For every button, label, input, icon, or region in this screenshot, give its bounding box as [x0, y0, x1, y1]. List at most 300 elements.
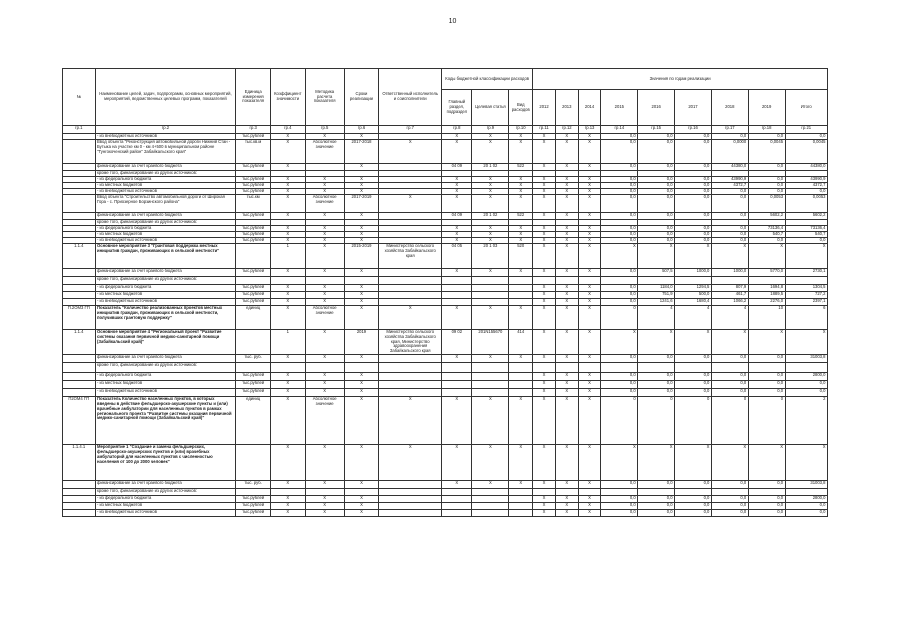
- header-kbk-type: Вид расходов: [509, 90, 533, 126]
- row-name: - из местных бюджетов: [95, 232, 236, 238]
- row-name: - из федерального бюджета: [95, 226, 236, 232]
- table-cell: 0,0: [748, 164, 785, 171]
- table-row: [63, 285, 828, 292]
- table-cell: Х: [442, 232, 472, 238]
- table-cell: 0,0: [601, 238, 638, 244]
- table-cell: Х: [555, 226, 578, 232]
- table-cell: Х: [555, 140, 578, 164]
- table-cell: [379, 164, 442, 171]
- row-number: [63, 277, 96, 285]
- table-cell: Х: [472, 269, 509, 277]
- table-cell: 0,0: [601, 232, 638, 238]
- table-cell: [379, 373, 442, 381]
- table-cell: Абсолютное значение: [305, 306, 344, 330]
- table-cell: тыс.рублей: [236, 285, 271, 292]
- table-cell: Х: [533, 445, 556, 481]
- table-cell: Х: [379, 140, 442, 164]
- table-row: [63, 292, 828, 299]
- table-cell: 31003,8: [785, 481, 827, 489]
- table-cell: 0,0: [748, 381, 785, 389]
- table-cell: 0,0: [748, 134, 785, 140]
- table-cell: 1294,5: [675, 285, 712, 292]
- row-name: Мероприятие 1 "Создание и замена фельдшерских, фельдшерско-акушерских пунктов и (или) врачебных амбулаторий для населенных пунктов с численностью населения от 100 до 2000 человек": [95, 445, 236, 481]
- table-cell: [601, 363, 638, 373]
- table-cell: Х: [638, 244, 675, 269]
- table-cell: Х: [555, 134, 578, 140]
- table-cell: Х: [509, 306, 533, 330]
- table-cell: Х: [379, 445, 442, 481]
- table-cell: [379, 503, 442, 510]
- table-row: [63, 140, 828, 164]
- table-cell: 0,0: [675, 238, 712, 244]
- table-cell: Х: [555, 232, 578, 238]
- table-cell: Х: [472, 140, 509, 164]
- table-cell: [472, 363, 509, 373]
- table-cell: 540,7: [785, 232, 827, 238]
- table-cell: 2800,0: [785, 373, 827, 381]
- table-cell: [675, 277, 712, 285]
- table-cell: Х: [638, 445, 675, 481]
- table-cell: 0,0: [748, 238, 785, 244]
- table-cell: 0,0: [748, 373, 785, 381]
- table-cell: [472, 292, 509, 299]
- table-cell: Х: [271, 503, 306, 510]
- table-cell: 0,0: [601, 134, 638, 140]
- table-cell: 5602,2: [748, 213, 785, 220]
- table-cell: Х: [555, 213, 578, 220]
- table-cell: единиц: [236, 306, 271, 330]
- table-cell: Х: [305, 445, 344, 481]
- table-cell: [442, 363, 472, 373]
- table-cell: 0,0: [711, 213, 748, 220]
- table-cell: [344, 277, 379, 285]
- table-cell: Х: [379, 397, 442, 445]
- table-cell: [442, 292, 472, 299]
- table-cell: 0,0045: [785, 140, 827, 164]
- header-values: Значения по годам реализации: [533, 69, 828, 90]
- table-cell: Х: [675, 330, 712, 355]
- table-cell: Х: [711, 330, 748, 355]
- table-cell: Х: [555, 510, 578, 517]
- table-cell: Х: [578, 195, 601, 213]
- table-cell: Х: [509, 226, 533, 232]
- table-cell: Х: [555, 481, 578, 489]
- table-cell: 0,0: [675, 183, 712, 189]
- table-row: [63, 489, 828, 496]
- table-cell: [472, 496, 509, 503]
- table-row: [63, 381, 828, 389]
- table-cell: Х: [785, 445, 827, 481]
- table-cell: Х: [442, 195, 472, 213]
- table-cell: Х: [578, 299, 601, 306]
- table-cell: [578, 489, 601, 496]
- table-cell: 0,0: [601, 355, 638, 363]
- table-cell: 09 02: [442, 330, 472, 355]
- table-cell: [379, 363, 442, 373]
- table-cell: Х: [344, 183, 379, 189]
- table-cell: 31003,8: [785, 355, 827, 363]
- column-number: гр.6: [344, 126, 379, 134]
- table-cell: Х: [344, 389, 379, 397]
- table-cell: 0,0: [601, 164, 638, 171]
- table-cell: Х: [344, 397, 379, 445]
- row-name: кроме того, финансирование из других источников:: [95, 363, 236, 373]
- table-cell: 0,0: [785, 389, 827, 397]
- table-cell: 0,0: [601, 503, 638, 510]
- table-cell: [271, 363, 306, 373]
- table-cell: [555, 363, 578, 373]
- row-number: [63, 503, 96, 510]
- table-cell: тыс. руб.: [236, 355, 271, 363]
- table-cell: Х: [271, 306, 306, 330]
- table-cell: 1680,4: [675, 299, 712, 306]
- table-cell: Х: [271, 373, 306, 381]
- table-cell: [379, 285, 442, 292]
- table-cell: [675, 489, 712, 496]
- table-cell: Х: [748, 445, 785, 481]
- table-cell: [472, 299, 509, 306]
- table-cell: Х: [305, 269, 344, 277]
- table-cell: 0,0: [601, 189, 638, 195]
- table-cell: 0,0000: [711, 140, 748, 164]
- table-cell: 43990,9: [711, 177, 748, 183]
- table-cell: единиц: [236, 397, 271, 445]
- table-cell: тыс.рублей: [236, 510, 271, 517]
- row-name: кроме того, финансирование из других источников:: [95, 171, 236, 177]
- table-cell: Х: [442, 183, 472, 189]
- table-cell: 0,0: [675, 195, 712, 213]
- table-cell: Х: [442, 306, 472, 330]
- table-cell: [785, 489, 827, 496]
- table-row: [63, 330, 828, 355]
- table-cell: тыс.рублей: [236, 183, 271, 189]
- table-cell: Х: [533, 330, 556, 355]
- table-cell: 0,0: [711, 389, 748, 397]
- table-cell: Х: [578, 232, 601, 238]
- row-name: - из внебюджетных источников: [95, 389, 236, 397]
- table-cell: 20 1 02: [472, 213, 509, 220]
- table-cell: 2015-2019: [344, 244, 379, 269]
- table-cell: Х: [533, 397, 556, 445]
- table-cell: Х: [533, 299, 556, 306]
- table-cell: 0,0: [601, 269, 638, 277]
- table-cell: Х: [533, 134, 556, 140]
- table-cell: 2019: [344, 330, 379, 355]
- table-cell: Х: [472, 355, 509, 363]
- table-cell: 0,0: [638, 177, 675, 183]
- table-cell: Х: [533, 177, 556, 183]
- table-cell: Х: [271, 164, 306, 171]
- table-cell: Х: [271, 481, 306, 489]
- table-cell: [638, 489, 675, 496]
- table-cell: 0,0: [675, 213, 712, 220]
- header-year: 2014: [578, 90, 601, 126]
- table-cell: [509, 363, 533, 373]
- table-cell: Х: [601, 330, 638, 355]
- table-cell: Х: [578, 189, 601, 195]
- table-cell: Х: [271, 177, 306, 183]
- table-cell: 0,0: [785, 134, 827, 140]
- table-cell: Х: [533, 481, 556, 489]
- table-cell: Х: [472, 195, 509, 213]
- table-cell: 0,0: [638, 503, 675, 510]
- table-cell: [236, 330, 271, 355]
- row-number: [63, 363, 96, 373]
- table-cell: Х: [578, 503, 601, 510]
- table-cell: 0,0: [638, 481, 675, 489]
- table-cell: 2276,0: [748, 299, 785, 306]
- table-cell: Х: [344, 306, 379, 330]
- table-cell: тыс.рублей: [236, 496, 271, 503]
- table-cell: [638, 363, 675, 373]
- row-number: П.2ОМ3 ГП: [63, 306, 96, 330]
- table-cell: [236, 445, 271, 481]
- table-cell: Х: [748, 330, 785, 355]
- table-cell: тыс.рублей: [236, 503, 271, 510]
- table-cell: [509, 389, 533, 397]
- table-cell: 522: [509, 164, 533, 171]
- table-cell: Х: [785, 244, 827, 269]
- table-cell: Х: [555, 299, 578, 306]
- table-row: [63, 445, 828, 481]
- row-name: - из федерального бюджета: [95, 496, 236, 503]
- table-cell: 751,9: [638, 292, 675, 299]
- table-cell: Х: [271, 226, 306, 232]
- table-cell: Х: [578, 269, 601, 277]
- table-row: [63, 269, 828, 277]
- table-cell: [379, 269, 442, 277]
- table-cell: Х: [555, 355, 578, 363]
- row-name: - из местных бюджетов: [95, 292, 236, 299]
- table-cell: [509, 381, 533, 389]
- table-cell: [533, 489, 556, 496]
- table-cell: 0,0: [638, 140, 675, 164]
- table-cell: Х: [533, 189, 556, 195]
- table-cell: Х: [555, 177, 578, 183]
- table-cell: Х: [578, 244, 601, 269]
- table-cell: [472, 285, 509, 292]
- table-cell: 0,0: [711, 134, 748, 140]
- table-cell: Х: [555, 306, 578, 330]
- table-cell: [472, 503, 509, 510]
- table-cell: [785, 277, 827, 285]
- column-number: гр.2: [95, 126, 236, 134]
- table-cell: Х: [578, 164, 601, 171]
- table-cell: Х: [533, 389, 556, 397]
- table-cell: Х: [305, 496, 344, 503]
- table-cell: 4: [638, 306, 675, 330]
- table-cell: [555, 277, 578, 285]
- table-cell: 2017-2018: [344, 140, 379, 164]
- table-row: [63, 213, 828, 220]
- table-cell: [533, 363, 556, 373]
- table-cell: 0,0: [601, 183, 638, 189]
- table-cell: Х: [578, 389, 601, 397]
- table-cell: Х: [555, 285, 578, 292]
- table-cell: Х: [305, 292, 344, 299]
- table-cell: [472, 389, 509, 397]
- table-cell: [578, 277, 601, 285]
- table-cell: Х: [509, 397, 533, 445]
- table-cell: Х: [442, 140, 472, 164]
- row-name: Показатель "Количество реализованных проектов местных инициатив граждан, проживающих в сельской местности, получивших грантовую поддержку": [95, 306, 236, 330]
- column-number-row: [63, 126, 828, 134]
- table-cell: Х: [344, 269, 379, 277]
- table-cell: [305, 164, 344, 171]
- table-cell: 0,0: [711, 503, 748, 510]
- row-name: - из внебюджетных источников: [95, 238, 236, 244]
- table-cell: [344, 489, 379, 496]
- table-cell: Х: [271, 292, 306, 299]
- table-cell: Х: [344, 189, 379, 195]
- table-cell: 0,0: [601, 213, 638, 220]
- table-cell: [379, 496, 442, 503]
- column-number: гр.17: [711, 126, 748, 134]
- header-kbk-main: Главный раздел, подраздел: [442, 90, 472, 126]
- table-cell: 807,9: [711, 285, 748, 292]
- table-cell: 520: [509, 244, 533, 269]
- table-cell: 0,0: [601, 299, 638, 306]
- table-cell: Х: [305, 189, 344, 195]
- column-number: гр.1: [63, 126, 96, 134]
- table-cell: [472, 277, 509, 285]
- table-cell: 0: [675, 397, 712, 445]
- table-cell: Х: [271, 510, 306, 517]
- row-number: [63, 299, 96, 306]
- table-cell: Х: [472, 177, 509, 183]
- table-cell: Х: [442, 177, 472, 183]
- table-cell: 0,0: [748, 503, 785, 510]
- table-cell: [509, 285, 533, 292]
- table-cell: Х: [578, 355, 601, 363]
- table-row: [63, 299, 828, 306]
- table-cell: 0,0: [675, 140, 712, 164]
- table-cell: [578, 363, 601, 373]
- table-cell: 540,7: [748, 232, 785, 238]
- table-cell: Х: [555, 503, 578, 510]
- table-cell: [472, 381, 509, 389]
- table-cell: Х: [305, 134, 344, 140]
- page-number: 10: [448, 18, 457, 25]
- table-cell: [442, 277, 472, 285]
- table-cell: 0,0: [601, 226, 638, 232]
- table-cell: 0: [638, 397, 675, 445]
- table-cell: 0,0: [601, 195, 638, 213]
- table-cell: Х: [271, 381, 306, 389]
- table-cell: Х: [578, 285, 601, 292]
- table-cell: Х: [305, 481, 344, 489]
- table-cell: [711, 363, 748, 373]
- table-cell: 4372,7: [785, 183, 827, 189]
- table-cell: [675, 363, 712, 373]
- table-cell: Х: [271, 232, 306, 238]
- table-row: [63, 389, 828, 397]
- row-number: [63, 481, 96, 489]
- table-cell: 0: [601, 306, 638, 330]
- table-cell: Х: [442, 397, 472, 445]
- table-row: [63, 503, 828, 510]
- table-cell: [379, 381, 442, 389]
- row-number: [63, 285, 96, 292]
- table-cell: Х: [472, 306, 509, 330]
- table-cell: [442, 389, 472, 397]
- table-cell: Х: [533, 292, 556, 299]
- table-cell: Х: [509, 189, 533, 195]
- column-number: гр.13: [578, 126, 601, 134]
- column-number: гр.7: [379, 126, 442, 134]
- header-name: Наименование целей, задач, подпрограмм, основных мероприятий, мероприятий, ведомственных целевых программ, показателей: [95, 69, 236, 126]
- table-cell: [442, 510, 472, 517]
- table-cell: 414: [509, 330, 533, 355]
- table-cell: 0,0: [748, 177, 785, 183]
- table-cell: 2017-2019: [344, 195, 379, 213]
- table-cell: [236, 244, 271, 269]
- row-name: кроме того, финансирование из других источников:: [95, 220, 236, 226]
- table-cell: Х: [555, 164, 578, 171]
- row-number: [63, 292, 96, 299]
- table-cell: Х: [271, 285, 306, 292]
- row-number: 1.1.4: [63, 330, 96, 355]
- table-cell: [379, 389, 442, 397]
- table-cell: 10: [748, 306, 785, 330]
- table-cell: Х: [578, 238, 601, 244]
- table-cell: [379, 213, 442, 220]
- header-kbk-target: Целевая статья: [472, 90, 509, 126]
- table-row: [63, 373, 828, 381]
- table-cell: Х: [533, 285, 556, 292]
- table-cell: Х: [509, 140, 533, 164]
- table-cell: [748, 489, 785, 496]
- table-cell: 0,0: [675, 496, 712, 503]
- table-cell: 2: [785, 397, 827, 445]
- table-cell: 0,0: [601, 140, 638, 164]
- table-cell: 1000,0: [711, 269, 748, 277]
- table-cell: 0,0: [638, 496, 675, 503]
- table-cell: Х: [578, 330, 601, 355]
- table-cell: 20 1 03: [472, 244, 509, 269]
- table-cell: Х: [555, 238, 578, 244]
- table-cell: Х: [442, 445, 472, 481]
- table-cell: 20 1 02: [472, 164, 509, 171]
- table-cell: Министерство сельского хозяйства Забайкальского края, Министерство здравоохранения Забайкальского края: [379, 330, 442, 355]
- table-cell: 43990,9: [785, 177, 827, 183]
- table-cell: 4: [711, 306, 748, 330]
- table-cell: тыс.кв.м: [236, 140, 271, 164]
- table-cell: тыс.рублей: [236, 213, 271, 220]
- table-row: [63, 496, 828, 503]
- column-number: гр.12: [555, 126, 578, 134]
- column-number: гр.10: [509, 126, 533, 134]
- table-cell: [472, 489, 509, 496]
- table-cell: Х: [442, 355, 472, 363]
- table-cell: [509, 299, 533, 306]
- header-row-1: [63, 69, 828, 90]
- table-cell: 0,0: [638, 195, 675, 213]
- table-cell: 73136,4: [748, 226, 785, 232]
- table-cell: [472, 373, 509, 381]
- table-cell: [711, 489, 748, 496]
- row-name: - из местных бюджетов: [95, 503, 236, 510]
- table-row: [63, 363, 828, 373]
- header-total: Итого: [785, 90, 827, 126]
- table-cell: тыс.рублей: [236, 232, 271, 238]
- table-cell: [509, 277, 533, 285]
- table-cell: 73136,4: [785, 226, 827, 232]
- table-cell: 0,0: [638, 213, 675, 220]
- table-cell: 1241,6: [638, 299, 675, 306]
- table-cell: Х: [344, 285, 379, 292]
- table-cell: [379, 489, 442, 496]
